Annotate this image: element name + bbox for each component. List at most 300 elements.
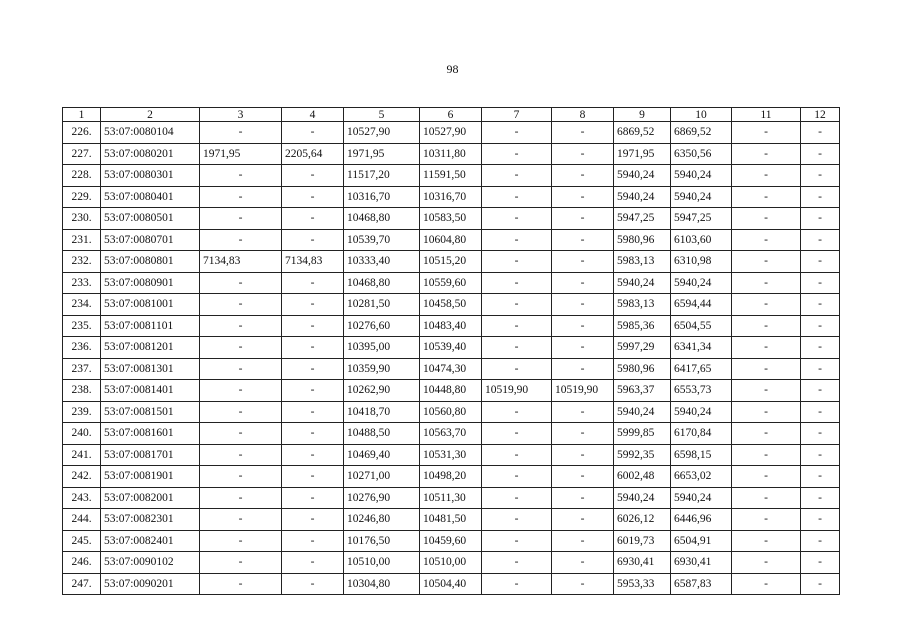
table-cell: - [732,165,801,187]
table-cell: - [482,294,552,316]
cadastral-code-cell: 53:07:0080301 [101,165,200,187]
page-number: 98 [446,62,459,76]
table-cell: 5940,24 [671,272,732,294]
table-cell: - [552,165,614,187]
table-row [63,423,840,445]
cadastral-code-cell: 53:07:0081401 [101,380,200,402]
table-cell: 10481,50 [420,509,482,531]
table-cell: - [200,272,282,294]
table-cell: - [282,229,344,251]
table-cell: - [732,294,801,316]
table-cell: 10276,90 [344,487,420,509]
cadastral-code-cell: 53:07:0081601 [101,423,200,445]
cadastral-code-cell: 53:07:0081901 [101,466,200,488]
table-cell: 10511,30 [420,487,482,509]
cadastral-code-cell: 53:07:0082301 [101,509,200,531]
column-header-11: 11 [732,108,801,122]
table-cell: - [801,358,840,380]
table-cell: - [200,186,282,208]
table-cell: - [732,358,801,380]
table-cell: - [801,509,840,531]
table-row [63,444,840,466]
table-cell: - [732,530,801,552]
table-cell: 1971,95 [200,143,282,165]
cadastral-code-cell: 53:07:0080801 [101,251,200,273]
table-cell: 10519,90 [482,380,552,402]
table-cell: 10448,80 [420,380,482,402]
table-cell: - [732,143,801,165]
table-cell: - [732,186,801,208]
table-cell: 7134,83 [282,251,344,273]
table-row [63,401,840,423]
table-cell: 1971,95 [344,143,420,165]
table-cell: 5983,13 [614,251,671,273]
table-cell: 7134,83 [200,251,282,273]
table-cell: - [282,337,344,359]
table-cell: - [282,487,344,509]
table-cell: - [801,251,840,273]
table-cell: 6598,15 [671,444,732,466]
table-cell: - [482,444,552,466]
table-cell: - [801,444,840,466]
cadastral-code-cell: 53:07:0090201 [101,573,200,595]
row-number-cell: 232. [63,251,101,273]
table-cell: - [552,272,614,294]
table-cell: - [200,122,282,144]
table-cell: - [552,294,614,316]
table-cell: 6002,48 [614,466,671,488]
cadastral-code-cell: 53:07:0081301 [101,358,200,380]
table-cell: - [801,294,840,316]
table-cell: - [732,122,801,144]
cadastral-code-cell: 53:07:0080104 [101,122,200,144]
table-cell: - [200,229,282,251]
table-cell: - [801,272,840,294]
table-cell: 6653,02 [671,466,732,488]
table-cell: - [552,358,614,380]
table-cell: - [200,530,282,552]
table-cell: - [801,401,840,423]
table-cell: - [552,229,614,251]
table-cell: 10504,40 [420,573,482,595]
table-cell: 6594,44 [671,294,732,316]
table-cell: - [801,380,840,402]
table-cell: - [801,487,840,509]
column-header-3: 3 [200,108,282,122]
table-cell: 1971,95 [614,143,671,165]
table-cell: - [482,423,552,445]
table-cell: 5999,85 [614,423,671,445]
table-cell: 10333,40 [344,251,420,273]
table-cell: 10539,40 [420,337,482,359]
row-number-cell: 240. [63,423,101,445]
row-number-cell: 236. [63,337,101,359]
table-cell: 10458,50 [420,294,482,316]
table-cell: 5985,36 [614,315,671,337]
table-cell: 10271,00 [344,466,420,488]
table-cell: - [801,208,840,230]
table-cell: 6869,52 [671,122,732,144]
table-cell: 10604,80 [420,229,482,251]
table-cell: - [200,509,282,531]
table-cell: - [200,337,282,359]
table-row [63,380,840,402]
table-cell: - [282,380,344,402]
table-row [63,573,840,595]
table-cell: - [200,401,282,423]
row-number-cell: 243. [63,487,101,509]
table-cell: 6103,60 [671,229,732,251]
table-cell: 5940,24 [671,165,732,187]
table-cell: 6504,55 [671,315,732,337]
cadastral-code-cell: 53:07:0081001 [101,294,200,316]
table-cell: - [200,487,282,509]
table-row [63,487,840,509]
table-cell: 10281,50 [344,294,420,316]
table-cell: - [552,208,614,230]
table-cell: 10498,20 [420,466,482,488]
table-cell: - [282,272,344,294]
table-cell: - [282,444,344,466]
table-cell: - [482,122,552,144]
row-number-cell: 231. [63,229,101,251]
table-cell: - [200,165,282,187]
table-cell: - [482,251,552,273]
table-cell: 6019,73 [614,530,671,552]
data-table [62,107,840,595]
table-cell: - [282,208,344,230]
table-cell: - [552,509,614,531]
table-cell: 6553,73 [671,380,732,402]
table-cell: 10527,90 [344,122,420,144]
cadastral-code-cell: 53:07:0082001 [101,487,200,509]
table-cell: - [552,122,614,144]
table-cell: - [482,401,552,423]
table-cell: 10488,50 [344,423,420,445]
cadastral-code-cell: 53:07:0080401 [101,186,200,208]
table-cell: 6170,84 [671,423,732,445]
cadastral-code-cell: 53:07:0081101 [101,315,200,337]
table-cell: - [801,186,840,208]
table-cell: 6417,65 [671,358,732,380]
table-cell: - [482,186,552,208]
table-row [63,122,840,144]
table-row [63,229,840,251]
table-cell: - [732,401,801,423]
table-cell: - [732,229,801,251]
table-cell: 5940,24 [614,401,671,423]
table-cell: 10510,00 [420,552,482,574]
table-cell: 5940,24 [671,401,732,423]
cadastral-code-cell: 53:07:0082401 [101,530,200,552]
table-cell: 10483,40 [420,315,482,337]
table-row [63,509,840,531]
row-number-cell: 241. [63,444,101,466]
table-cell: - [200,294,282,316]
table-cell: 10563,70 [420,423,482,445]
table-row [63,143,840,165]
table-cell: - [552,143,614,165]
table-cell: - [552,466,614,488]
table-row [63,294,840,316]
row-number-cell: 247. [63,573,101,595]
table-cell: 10316,70 [344,186,420,208]
table-cell: 5963,37 [614,380,671,402]
cadastral-code-cell: 53:07:0081701 [101,444,200,466]
table-cell: 6930,41 [614,552,671,574]
table-cell: - [200,380,282,402]
table-cell: - [482,143,552,165]
table-cell: 6869,52 [614,122,671,144]
row-number-cell: 245. [63,530,101,552]
table-cell: - [801,143,840,165]
column-header-2: 2 [101,108,200,122]
table-cell: - [552,573,614,595]
table-cell: - [282,315,344,337]
table-cell: 5940,24 [671,186,732,208]
table-cell: 6587,83 [671,573,732,595]
table-cell: 10418,70 [344,401,420,423]
table-row [63,165,840,187]
column-header-5: 5 [344,108,420,122]
table-cell: - [282,122,344,144]
table-cell: - [482,530,552,552]
table-cell: - [552,552,614,574]
table-cell: - [801,552,840,574]
table-cell: - [282,358,344,380]
table-cell: 10276,60 [344,315,420,337]
table-cell: 6310,98 [671,251,732,273]
table-cell: - [801,423,840,445]
table-row [63,208,840,230]
table-row [63,251,840,273]
table-row [63,272,840,294]
table-cell: - [801,122,840,144]
table-cell: 5992,35 [614,444,671,466]
table-cell: - [200,358,282,380]
table-cell: - [482,337,552,359]
table-cell: 10474,30 [420,358,482,380]
cadastral-code-cell: 53:07:0081501 [101,401,200,423]
table-cell: - [801,466,840,488]
table-cell: 10559,60 [420,272,482,294]
table-cell: 5947,25 [614,208,671,230]
header-row [63,108,840,122]
row-number-cell: 229. [63,186,101,208]
table-cell: 10583,50 [420,208,482,230]
table-cell: - [200,208,282,230]
row-number-cell: 234. [63,294,101,316]
column-header-8: 8 [552,108,614,122]
row-number-cell: 244. [63,509,101,531]
cadastral-code-cell: 53:07:0080501 [101,208,200,230]
table-cell: 11591,50 [420,165,482,187]
table-row [63,466,840,488]
table-cell: - [552,530,614,552]
column-header-6: 6 [420,108,482,122]
table-cell: - [732,509,801,531]
table-cell: 10560,80 [420,401,482,423]
table-cell: - [482,229,552,251]
table-cell: - [482,272,552,294]
table-cell: 5940,24 [614,165,671,187]
table-cell: - [732,272,801,294]
table-cell: - [200,552,282,574]
table-cell: - [552,423,614,445]
cadastral-code-cell: 53:07:0080901 [101,272,200,294]
table-cell: - [282,165,344,187]
table-cell: 10359,90 [344,358,420,380]
column-header-4: 4 [282,108,344,122]
table-cell: - [732,444,801,466]
table-cell: 6350,56 [671,143,732,165]
table-cell: 2205,64 [282,143,344,165]
column-header-7: 7 [482,108,552,122]
row-number-cell: 246. [63,552,101,574]
row-number-cell: 235. [63,315,101,337]
table-cell: - [200,423,282,445]
table-cell: - [801,229,840,251]
table-cell: - [801,315,840,337]
table-cell: 5980,96 [614,358,671,380]
table-cell: - [282,466,344,488]
row-number-cell: 233. [63,272,101,294]
table-cell: - [482,509,552,531]
table-cell: - [282,552,344,574]
table-cell: 10262,90 [344,380,420,402]
column-header-9: 9 [614,108,671,122]
table-cell: - [200,466,282,488]
table-cell: - [732,466,801,488]
table-cell: 6026,12 [614,509,671,531]
table-cell: 10316,70 [420,186,482,208]
table-cell: - [801,530,840,552]
row-number-cell: 230. [63,208,101,230]
row-number-cell: 228. [63,165,101,187]
table-cell: - [552,315,614,337]
table-cell: 10539,70 [344,229,420,251]
table-cell: - [282,423,344,445]
table-cell: - [732,337,801,359]
table-cell: - [282,186,344,208]
table-cell: - [801,337,840,359]
table-row [63,552,840,574]
table-cell: 6504,91 [671,530,732,552]
row-number-cell: 227. [63,143,101,165]
table-cell: 10395,00 [344,337,420,359]
table-cell: 10304,80 [344,573,420,595]
table-cell: - [482,358,552,380]
table-cell: 10469,40 [344,444,420,466]
cadastral-code-cell: 53:07:0081201 [101,337,200,359]
table-row [63,315,840,337]
table-cell: - [482,487,552,509]
table-cell: - [482,552,552,574]
table-cell: - [732,208,801,230]
table-row [63,530,840,552]
table-cell: 6930,41 [671,552,732,574]
table-cell: - [552,444,614,466]
table-cell: - [282,401,344,423]
table-cell: 10311,80 [420,143,482,165]
table-cell: 5983,13 [614,294,671,316]
table-cell: 10510,00 [344,552,420,574]
table-cell: 10459,60 [420,530,482,552]
table-cell: 10515,20 [420,251,482,273]
table-cell: - [732,251,801,273]
table-cell: 10246,80 [344,509,420,531]
row-number-cell: 239. [63,401,101,423]
cadastral-code-cell: 53:07:0080701 [101,229,200,251]
table-cell: - [482,208,552,230]
table-cell: - [732,573,801,595]
table-cell: - [801,573,840,595]
table-cell: - [552,186,614,208]
table-cell: 5940,24 [671,487,732,509]
table-cell: - [552,337,614,359]
table-cell: - [282,573,344,595]
row-number-cell: 242. [63,466,101,488]
table-cell: 5940,24 [614,487,671,509]
table-cell: 6446,96 [671,509,732,531]
table-row [63,186,840,208]
table-cell: - [282,294,344,316]
table-cell: 6341,34 [671,337,732,359]
table-cell: - [200,573,282,595]
table-cell: - [732,487,801,509]
column-header-10: 10 [671,108,732,122]
column-header-1: 1 [63,108,101,122]
table-cell: - [200,444,282,466]
table-cell: - [732,380,801,402]
table-cell: 10468,80 [344,272,420,294]
row-number-cell: 238. [63,380,101,402]
row-number-cell: 237. [63,358,101,380]
table-cell: 5980,96 [614,229,671,251]
table-row [63,337,840,359]
table-cell: - [200,315,282,337]
table-cell: - [552,251,614,273]
table-cell: 5997,29 [614,337,671,359]
table-cell: 10531,30 [420,444,482,466]
table-cell: - [552,401,614,423]
table-cell: 5953,33 [614,573,671,595]
cadastral-code-cell: 53:07:0090102 [101,552,200,574]
table-cell: - [482,165,552,187]
table-cell: - [732,423,801,445]
table-cell: - [282,509,344,531]
column-header-12: 12 [801,108,840,122]
table-cell: 10527,90 [420,122,482,144]
table-cell: 10176,50 [344,530,420,552]
table-cell: - [482,466,552,488]
table-row [63,358,840,380]
table-cell: - [732,552,801,574]
table-body [63,122,840,595]
table-cell: 5940,24 [614,272,671,294]
table-cell: - [552,487,614,509]
table-cell: 5947,25 [671,208,732,230]
table-cell: 5940,24 [614,186,671,208]
table-cell: - [732,315,801,337]
cadastral-code-cell: 53:07:0080201 [101,143,200,165]
table-cell: 11517,20 [344,165,420,187]
row-number-cell: 226. [63,122,101,144]
table-cell: 10468,80 [344,208,420,230]
table-cell: - [482,315,552,337]
table-cell: - [482,573,552,595]
table-cell: - [282,530,344,552]
